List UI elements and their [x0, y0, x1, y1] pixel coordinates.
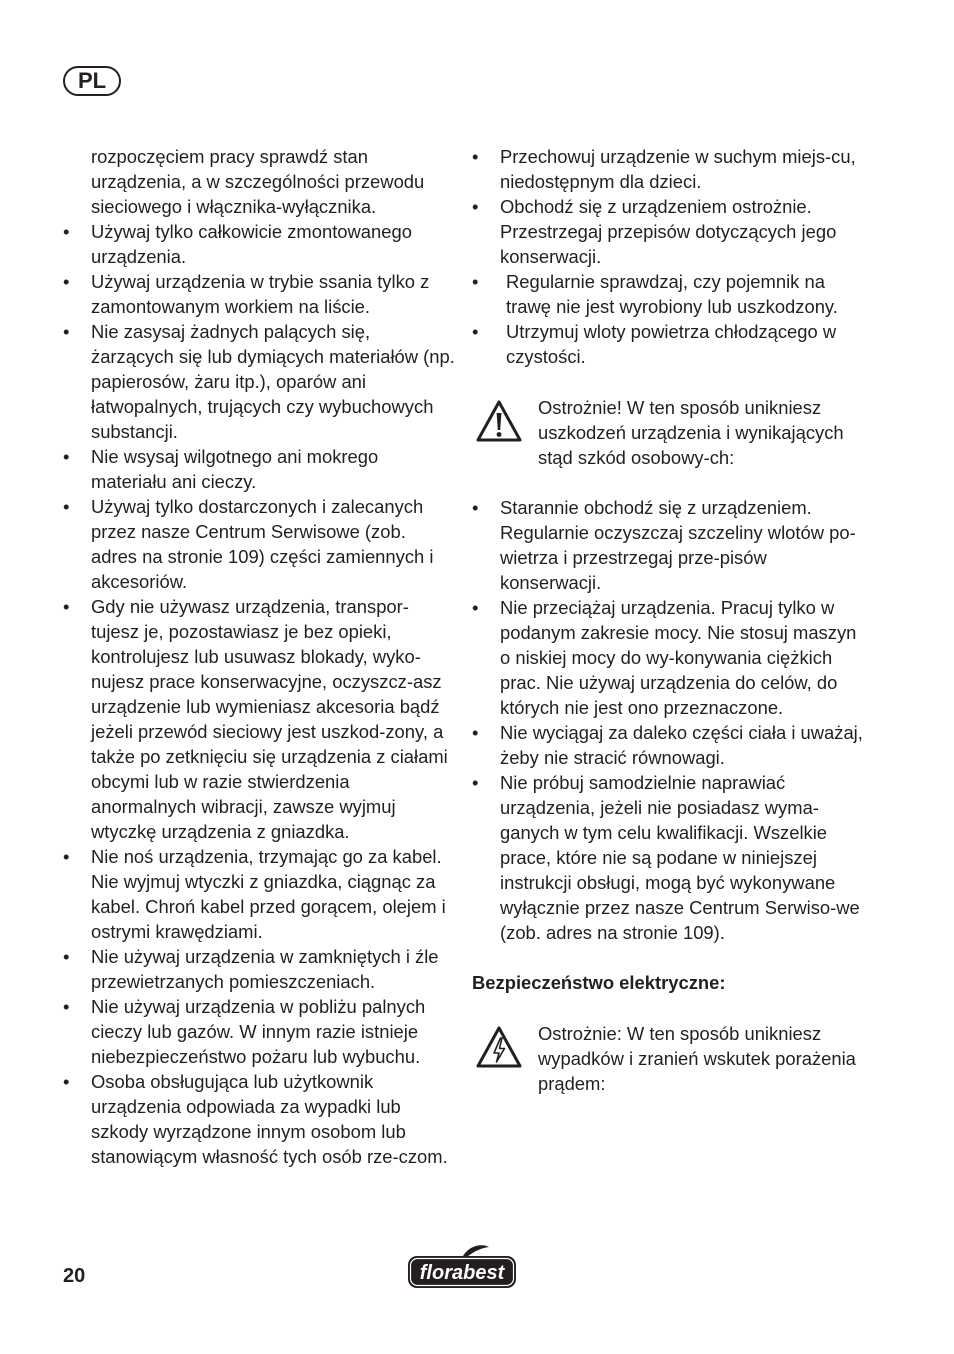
- bullet: •: [63, 446, 70, 467]
- bullet: •: [472, 321, 479, 342]
- list-item: • Utrzymuj wloty powietrza chłodzącego w czystości.: [472, 321, 837, 367]
- electrical-safety-heading: Bezpieczeństwo elektryczne:: [472, 972, 726, 993]
- bullet: •: [472, 271, 479, 292]
- bullet: •: [63, 496, 70, 517]
- svg-text:florabest: florabest: [419, 1262, 505, 1284]
- list-item: • Nie przeciążaj urządzenia. Pracuj tylko w podanym zakresie mocy. Nie stosuj maszyn o niskiej mocy do wy-konywania ciężkich prac. Nie używaj urządzenia do celów, do których nie jest ono przeznaczone.: [472, 597, 857, 718]
- electric-shock-warning-icon: [475, 1025, 523, 1069]
- bullet: •: [472, 146, 479, 167]
- list-item: • Nie wyciągaj za daleko części ciała i uważaj, żeby nie stracić równowagi.: [472, 722, 863, 768]
- exclamation-warning-icon: [475, 399, 523, 443]
- bullet: •: [472, 196, 479, 217]
- list-item: • Starannie obchodź się z urządzeniem. Regularnie oczyszczaj szczeliny wlotów po-wietrza i przestrzegaj prze-pisów konserwacji.: [472, 497, 856, 593]
- list-item: • Nie noś urządzenia, trzymając go za kabel. Nie wyjmuj wtyczki z gniazdka, ciągnąc za kabel. Chroń kabel przed gorącem, olejem i ostrymi krawędziami.: [63, 846, 446, 942]
- general-warning-text: Ostrożnie! W ten sposób unikniesz uszkodzeń urządzenia i wynikających stąd szkód osobowy-ch:: [538, 397, 844, 468]
- bullet: •: [472, 497, 479, 518]
- left-safety-list: [63, 219, 455, 1169]
- right-column: [472, 144, 864, 1096]
- bullet: •: [63, 996, 70, 1017]
- language-badge: PL: [63, 66, 121, 96]
- bullet: •: [63, 271, 70, 292]
- bullet: •: [63, 1071, 70, 1092]
- bullet: •: [472, 722, 479, 743]
- list-item: • Używaj urządzenia w trybie ssania tylko z zamontowanym workiem na liście.: [63, 271, 430, 317]
- list-item: • Obchodź się z urządzeniem ostrożnie. Przestrzegaj przepisów dotyczących jego konserwacji.: [472, 196, 837, 267]
- electrical-warning-box: [472, 1021, 864, 1096]
- list-item: • Używaj tylko dostarczonych i zalecanych przez nasze Centrum Serwisowe (zob. adres na stronie 109) części zamiennych i akcesoriów.: [63, 496, 434, 592]
- bullet: •: [472, 772, 479, 793]
- list-item: • Gdy nie używasz urządzenia, transpor-tujesz je, pozostawiasz je bez opieki, kontrolujesz lub usuwasz blokady, wyko-nujesz prace konserwacyjne, oczyszcz-asz urządzenie lub wymieniasz akcesoria bądź jeżeli przewód sieciowy jest uszkod-zony, a także po zetknięciu się urządzenia z ciałami obcymi lub w razie stwierdzenia anormalnych wibracji, zawsze wyjmuj wtyczkę urządzenia z gniazdka.: [63, 596, 448, 842]
- bullet: •: [63, 946, 70, 967]
- right-top-list: [472, 144, 864, 369]
- list-item: • Nie wsysaj wilgotnego ani mokrego materiału ani cieczy.: [63, 446, 379, 492]
- general-warning-box: [472, 395, 864, 470]
- continued-paragraph: rozpoczęciem pracy sprawdź stan urządzenia, a w szczególności przewodu sieciowego i włącznika-wyłącznika.: [91, 146, 425, 217]
- list-item: • Nie próbuj samodzielnie naprawiać urządzenia, jeżeli nie posiadasz wyma-ganych w tym celu kwalifikacji. Wszelkie prace, które nie są podane w niniejszej instrukcji obsługi, mogą być wykonywane wyłącznie przez nasze Centrum Serwiso-we (zob. adres na stronie 109).: [472, 772, 860, 943]
- list-item: • Regularnie sprawdzaj, czy pojemnik na trawę nie jest wyrobiony lub uszkodzony.: [472, 271, 838, 317]
- list-item: • Używaj tylko całkowicie zmontowanego urządzenia.: [63, 221, 412, 267]
- bullet: •: [63, 846, 70, 867]
- bullet: •: [63, 221, 70, 242]
- list-item: • Przechowuj urządzenie w suchym miejs-cu, niedostępnym dla dzieci.: [472, 146, 856, 192]
- list-item: • Osoba obsługująca lub użytkownik urządzenia odpowiada za wypadki lub szkody wyrządzone innym osobom lub stanowiącym własność tych osób rze-czom.: [63, 1071, 448, 1167]
- bullet: •: [63, 321, 70, 342]
- page-number: 20: [63, 1265, 86, 1287]
- list-item: • Nie używaj urządzenia w pobliżu palnych cieczy lub gazów. W innym razie istnieje niebezpieczeństwo pożaru lub wybuchu.: [63, 996, 426, 1067]
- list-item: • Nie używaj urządzenia w zamkniętych i źle przewietrzanych pomieszczeniach.: [63, 946, 439, 992]
- left-column: [63, 144, 455, 1169]
- list-item: • Nie zasysaj żadnych palących się, żarzących się lub dymiących materiałów (np. papierosów, żaru itp.), oparów ani łatwopalnych, trujących czy wybuchowych substancji.: [63, 321, 455, 442]
- right-middle-list: [472, 495, 864, 945]
- bullet: •: [472, 597, 479, 618]
- electrical-warning-text: Ostrożnie: W ten sposób unikniesz wypadków i zranień wskutek porażenia prądem:: [538, 1023, 856, 1094]
- bullet: •: [63, 596, 70, 617]
- florabest-logo: [405, 1244, 519, 1290]
